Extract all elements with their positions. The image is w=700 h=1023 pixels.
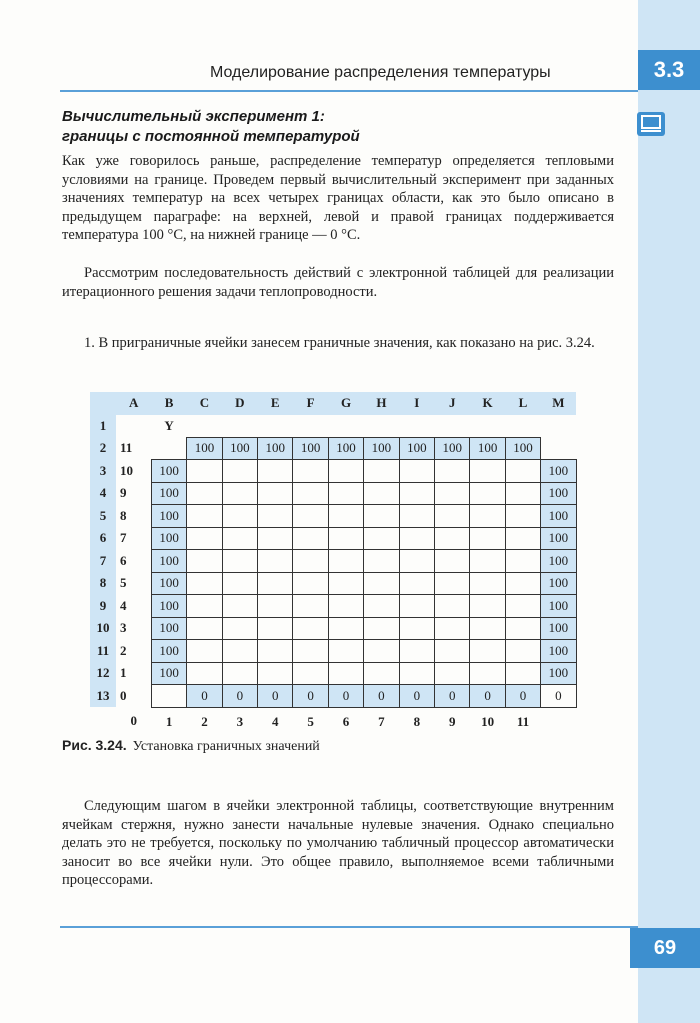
grid-cell: 0 bbox=[364, 685, 399, 708]
y-axis-value: 8 bbox=[120, 507, 127, 523]
grid-cell bbox=[505, 505, 540, 528]
grid-cell bbox=[505, 662, 540, 685]
grid-cell bbox=[470, 595, 505, 618]
grid-cell bbox=[399, 640, 434, 663]
grid-cell: 0 bbox=[435, 685, 470, 708]
grid-cell bbox=[222, 640, 257, 663]
grid-cell: 100 bbox=[258, 437, 293, 460]
column-header: E bbox=[258, 392, 293, 415]
grid-cell bbox=[328, 572, 363, 595]
grid-cell bbox=[470, 550, 505, 573]
page-number: 69 bbox=[630, 928, 700, 968]
grid-cell: 100 bbox=[541, 482, 576, 505]
grid-cell: 100 bbox=[541, 460, 576, 483]
grid-cell bbox=[505, 550, 540, 573]
row-number: 10 bbox=[90, 617, 116, 640]
row-number: 5 bbox=[90, 505, 116, 528]
empty-cell bbox=[470, 415, 505, 438]
x-axis-tick: 11 bbox=[516, 713, 530, 729]
grid-cell bbox=[222, 505, 257, 528]
grid-cell: 100 bbox=[541, 572, 576, 595]
grid-cell bbox=[293, 460, 328, 483]
grid-cell bbox=[470, 482, 505, 505]
x-axis-tick: 0 bbox=[130, 713, 137, 729]
grid-cell bbox=[222, 572, 257, 595]
caption-label: Рис. 3.24. bbox=[62, 737, 127, 753]
grid-cell bbox=[505, 460, 540, 483]
x-axis-tick: 6 bbox=[342, 713, 350, 729]
grid-cell bbox=[364, 460, 399, 483]
grid-cell bbox=[470, 505, 505, 528]
grid-row bbox=[90, 662, 576, 685]
grid-cell: 100 bbox=[151, 640, 186, 663]
grid-cell bbox=[222, 662, 257, 685]
x-axis-tick: 1 bbox=[165, 713, 173, 729]
grid-cell: 100 bbox=[541, 505, 576, 528]
y-axis-value: 11 bbox=[120, 440, 133, 456]
paragraph-1: Как уже говорилось раньше, распределение температур определяется тепловыми условиями на границе. Проведем первый вычислительный эксперимент при заданных значениях температур на всех четырех границах области, как это было описано в предыдущем параграфе: на верхней, левой и правой границах поддерживается температура 100 °C, на нижней границе — 0 °C. bbox=[62, 153, 614, 244]
grid-cell bbox=[293, 662, 328, 685]
grid-cell: 100 bbox=[151, 482, 186, 505]
footer-divider bbox=[60, 926, 638, 928]
grid-cell bbox=[222, 550, 257, 573]
grid-cell bbox=[470, 527, 505, 550]
grid-cell bbox=[151, 685, 186, 708]
grid-cell: 0 bbox=[541, 685, 576, 708]
grid-cell bbox=[293, 482, 328, 505]
row-number-spacer bbox=[90, 707, 116, 730]
section-subtitle bbox=[62, 107, 360, 147]
grid-cell bbox=[399, 460, 434, 483]
paragraph-4: Следующим шагом в ячейки электронной таблицы, соответствующие внутренним ячейкам стержня, нужно занести начальные нулевые значения. Однако специально делать это не требуется, поскольку по умолчанию табличный процессор автоматически заносит во все ячейки нули. Это общее правило, выполняемое всеми табличными процессорами. bbox=[62, 798, 614, 889]
grid-cell: 100 bbox=[151, 572, 186, 595]
grid-cell bbox=[258, 572, 293, 595]
grid-cell bbox=[222, 460, 257, 483]
figure-caption bbox=[62, 737, 320, 755]
grid-cell bbox=[470, 617, 505, 640]
x-axis-tick: 4 bbox=[272, 713, 279, 729]
grid-cell bbox=[505, 595, 540, 618]
grid-cell: 100 bbox=[435, 437, 470, 460]
grid-row bbox=[90, 482, 576, 505]
row-number: 8 bbox=[90, 572, 116, 595]
grid-cell bbox=[187, 505, 222, 528]
grid-cell: 100 bbox=[541, 617, 576, 640]
grid-cell bbox=[258, 482, 293, 505]
x-axis-tick: 3 bbox=[236, 713, 244, 729]
grid-cell bbox=[364, 662, 399, 685]
grid-cell: 0 bbox=[470, 685, 505, 708]
grid-cell bbox=[187, 550, 222, 573]
grid-cell bbox=[258, 617, 293, 640]
empty-cell bbox=[222, 415, 257, 438]
row-number: 12 bbox=[90, 662, 116, 685]
row-number: 6 bbox=[90, 527, 116, 550]
x-axis-tick: 7 bbox=[378, 713, 385, 729]
grid-cell bbox=[399, 617, 434, 640]
grid-cell: 100 bbox=[293, 437, 328, 460]
grid-row bbox=[90, 640, 576, 663]
grid-cell bbox=[470, 640, 505, 663]
grid-cell bbox=[364, 505, 399, 528]
row-number: 7 bbox=[90, 550, 116, 573]
grid-row bbox=[90, 572, 576, 595]
grid-cell: 0 bbox=[399, 685, 434, 708]
grid-cell bbox=[435, 617, 470, 640]
grid-corner bbox=[90, 392, 116, 415]
grid-row bbox=[90, 415, 576, 438]
grid-cell: 0 bbox=[187, 685, 222, 708]
grid-cell bbox=[187, 527, 222, 550]
grid-cell bbox=[435, 640, 470, 663]
grid-cell bbox=[293, 640, 328, 663]
column-header: A bbox=[116, 392, 151, 415]
y-axis-value: 3 bbox=[120, 620, 127, 636]
grid-cell: 0 bbox=[222, 685, 257, 708]
column-header: L bbox=[505, 392, 540, 415]
computer-icon bbox=[637, 112, 665, 136]
page-header-title: Моделирование распределения температуры bbox=[210, 64, 551, 81]
grid-cell bbox=[328, 550, 363, 573]
grid-cell bbox=[364, 617, 399, 640]
grid-cell: 100 bbox=[541, 550, 576, 573]
grid-cell: 100 bbox=[151, 527, 186, 550]
empty-cell bbox=[293, 415, 328, 438]
grid-cell bbox=[435, 482, 470, 505]
grid-cell bbox=[505, 482, 540, 505]
empty-cell bbox=[328, 415, 363, 438]
grid-cell bbox=[435, 572, 470, 595]
row-number: 2 bbox=[90, 437, 116, 460]
grid-cell bbox=[187, 482, 222, 505]
grid-cell: 100 bbox=[328, 437, 363, 460]
x-axis-tick: 9 bbox=[448, 713, 456, 729]
grid-cell bbox=[541, 437, 576, 460]
empty-cell bbox=[541, 415, 576, 438]
grid-cell bbox=[328, 662, 363, 685]
grid-cell bbox=[293, 595, 328, 618]
grid-cell bbox=[222, 482, 257, 505]
grid-row bbox=[90, 437, 576, 460]
grid-cell bbox=[187, 572, 222, 595]
grid-cell bbox=[328, 595, 363, 618]
grid-cell bbox=[258, 550, 293, 573]
grid-cell bbox=[187, 595, 222, 618]
grid-cell bbox=[187, 617, 222, 640]
grid-cell: 100 bbox=[541, 595, 576, 618]
grid-cell bbox=[328, 482, 363, 505]
grid-row bbox=[90, 505, 576, 528]
y-axis-value: 2 bbox=[120, 642, 127, 658]
grid-cell bbox=[258, 527, 293, 550]
grid-cell bbox=[435, 595, 470, 618]
grid-cell: 100 bbox=[187, 437, 222, 460]
grid-cell: 100 bbox=[541, 640, 576, 663]
grid-row bbox=[90, 527, 576, 550]
y-axis-label: Y bbox=[164, 417, 174, 433]
grid-cell: 100 bbox=[151, 460, 186, 483]
column-header: G bbox=[328, 392, 363, 415]
subtitle-line-1: Вычислительный эксперимент 1: bbox=[62, 108, 325, 125]
spreadsheet-figure bbox=[90, 392, 577, 730]
column-header: M bbox=[541, 392, 576, 415]
subtitle-line-2: границы с постоянной температурой bbox=[62, 128, 360, 145]
grid-cell bbox=[187, 662, 222, 685]
grid-cell bbox=[364, 482, 399, 505]
grid-cell bbox=[293, 550, 328, 573]
row-number: 1 bbox=[90, 415, 116, 438]
grid-cell: 100 bbox=[364, 437, 399, 460]
grid-cell bbox=[399, 505, 434, 528]
grid-cell: 100 bbox=[505, 437, 540, 460]
header-divider bbox=[60, 90, 638, 92]
grid-cell bbox=[470, 460, 505, 483]
grid-cell: 100 bbox=[151, 617, 186, 640]
empty-cell bbox=[435, 415, 470, 438]
grid-cell: 0 bbox=[328, 685, 363, 708]
spreadsheet-grid bbox=[90, 392, 577, 730]
y-axis-value: 4 bbox=[120, 597, 127, 613]
grid-cell bbox=[222, 595, 257, 618]
grid-cell bbox=[258, 640, 293, 663]
grid-cell bbox=[435, 460, 470, 483]
grid-cell bbox=[258, 595, 293, 618]
grid-cell bbox=[328, 640, 363, 663]
y-axis-value bbox=[116, 415, 151, 438]
grid-cell bbox=[293, 572, 328, 595]
y-axis-value: 5 bbox=[120, 575, 127, 591]
grid-cell bbox=[364, 595, 399, 618]
grid-cell bbox=[328, 527, 363, 550]
grid-cell bbox=[187, 640, 222, 663]
empty-cell bbox=[505, 415, 540, 438]
grid-cell bbox=[399, 482, 434, 505]
grid-cell: 100 bbox=[541, 662, 576, 685]
paragraph-2: Рассмотрим последовательность действий с электронной таблицей для реализации итерационного решения задачи теплопроводности. bbox=[62, 265, 614, 300]
y-axis-value: 0 bbox=[120, 687, 127, 703]
grid-cell bbox=[364, 527, 399, 550]
grid-row bbox=[90, 617, 576, 640]
grid-cell bbox=[293, 617, 328, 640]
grid-cell bbox=[470, 662, 505, 685]
grid-cell: 100 bbox=[222, 437, 257, 460]
grid-cell bbox=[435, 505, 470, 528]
x-axis-tick: 5 bbox=[307, 713, 314, 729]
grid-cell bbox=[470, 572, 505, 595]
grid-cell bbox=[364, 572, 399, 595]
column-header: H bbox=[364, 392, 399, 415]
y-axis-value: 1 bbox=[120, 665, 127, 681]
grid-cell: 100 bbox=[151, 662, 186, 685]
grid-cell bbox=[505, 617, 540, 640]
grid-cell bbox=[399, 662, 434, 685]
x-axis-tick: 10 bbox=[481, 713, 495, 729]
y-axis-value: 6 bbox=[120, 552, 127, 568]
column-header: I bbox=[399, 392, 434, 415]
y-axis-value: 7 bbox=[120, 530, 127, 546]
grid-cell bbox=[364, 640, 399, 663]
grid-cell: 100 bbox=[151, 550, 186, 573]
row-number: 3 bbox=[90, 460, 116, 483]
grid-cell bbox=[258, 662, 293, 685]
grid-row bbox=[90, 460, 576, 483]
column-header: K bbox=[470, 392, 505, 415]
grid-cell bbox=[293, 505, 328, 528]
grid-cell bbox=[505, 527, 540, 550]
grid-cell: 100 bbox=[541, 527, 576, 550]
grid-cell: 100 bbox=[470, 437, 505, 460]
grid-row bbox=[90, 685, 576, 708]
grid-cell bbox=[328, 505, 363, 528]
paragraph-3: 1. В приграничные ячейки занесем граничные значения, как показано на рис. 3.24. bbox=[84, 335, 595, 351]
row-number: 13 bbox=[90, 685, 116, 708]
grid-cell: 100 bbox=[151, 505, 186, 528]
grid-cell bbox=[293, 527, 328, 550]
grid-cell bbox=[328, 617, 363, 640]
grid-cell bbox=[399, 550, 434, 573]
grid-cell: 0 bbox=[505, 685, 540, 708]
grid-cell: 100 bbox=[399, 437, 434, 460]
grid-cell bbox=[505, 572, 540, 595]
column-header: F bbox=[293, 392, 328, 415]
column-header: D bbox=[222, 392, 257, 415]
row-number: 9 bbox=[90, 595, 116, 618]
caption-text: Установка граничных значений bbox=[132, 739, 320, 754]
grid-cell: 100 bbox=[151, 595, 186, 618]
row-number: 4 bbox=[90, 482, 116, 505]
grid-cell bbox=[399, 572, 434, 595]
grid-cell bbox=[435, 550, 470, 573]
x-axis-tick: 8 bbox=[413, 713, 421, 729]
grid-cell bbox=[258, 460, 293, 483]
column-header: J bbox=[435, 392, 470, 415]
grid-cell bbox=[435, 527, 470, 550]
empty-cell bbox=[541, 707, 576, 730]
row-number: 11 bbox=[90, 640, 116, 663]
empty-cell bbox=[187, 415, 222, 438]
grid-cell bbox=[399, 595, 434, 618]
grid-cell bbox=[505, 640, 540, 663]
grid-cell bbox=[222, 527, 257, 550]
column-header: B bbox=[151, 392, 186, 415]
grid-cell: 0 bbox=[293, 685, 328, 708]
y-axis-value: 10 bbox=[120, 462, 133, 478]
grid-cell bbox=[222, 617, 257, 640]
grid-cell bbox=[399, 527, 434, 550]
grid-cell bbox=[151, 437, 186, 460]
empty-cell bbox=[399, 415, 434, 438]
column-header: C bbox=[187, 392, 222, 415]
grid-cell bbox=[258, 505, 293, 528]
empty-cell bbox=[258, 415, 293, 438]
grid-cell: 0 bbox=[258, 685, 293, 708]
grid-row bbox=[90, 550, 576, 573]
y-axis-value: 9 bbox=[120, 485, 127, 501]
side-strip bbox=[638, 0, 700, 1023]
grid-cell bbox=[328, 460, 363, 483]
grid-row bbox=[90, 595, 576, 618]
grid-cell bbox=[187, 460, 222, 483]
grid-cell bbox=[364, 550, 399, 573]
section-tab: 3.3 bbox=[638, 50, 700, 90]
x-axis-tick: 2 bbox=[201, 713, 208, 729]
grid-cell bbox=[435, 662, 470, 685]
empty-cell bbox=[364, 415, 399, 438]
